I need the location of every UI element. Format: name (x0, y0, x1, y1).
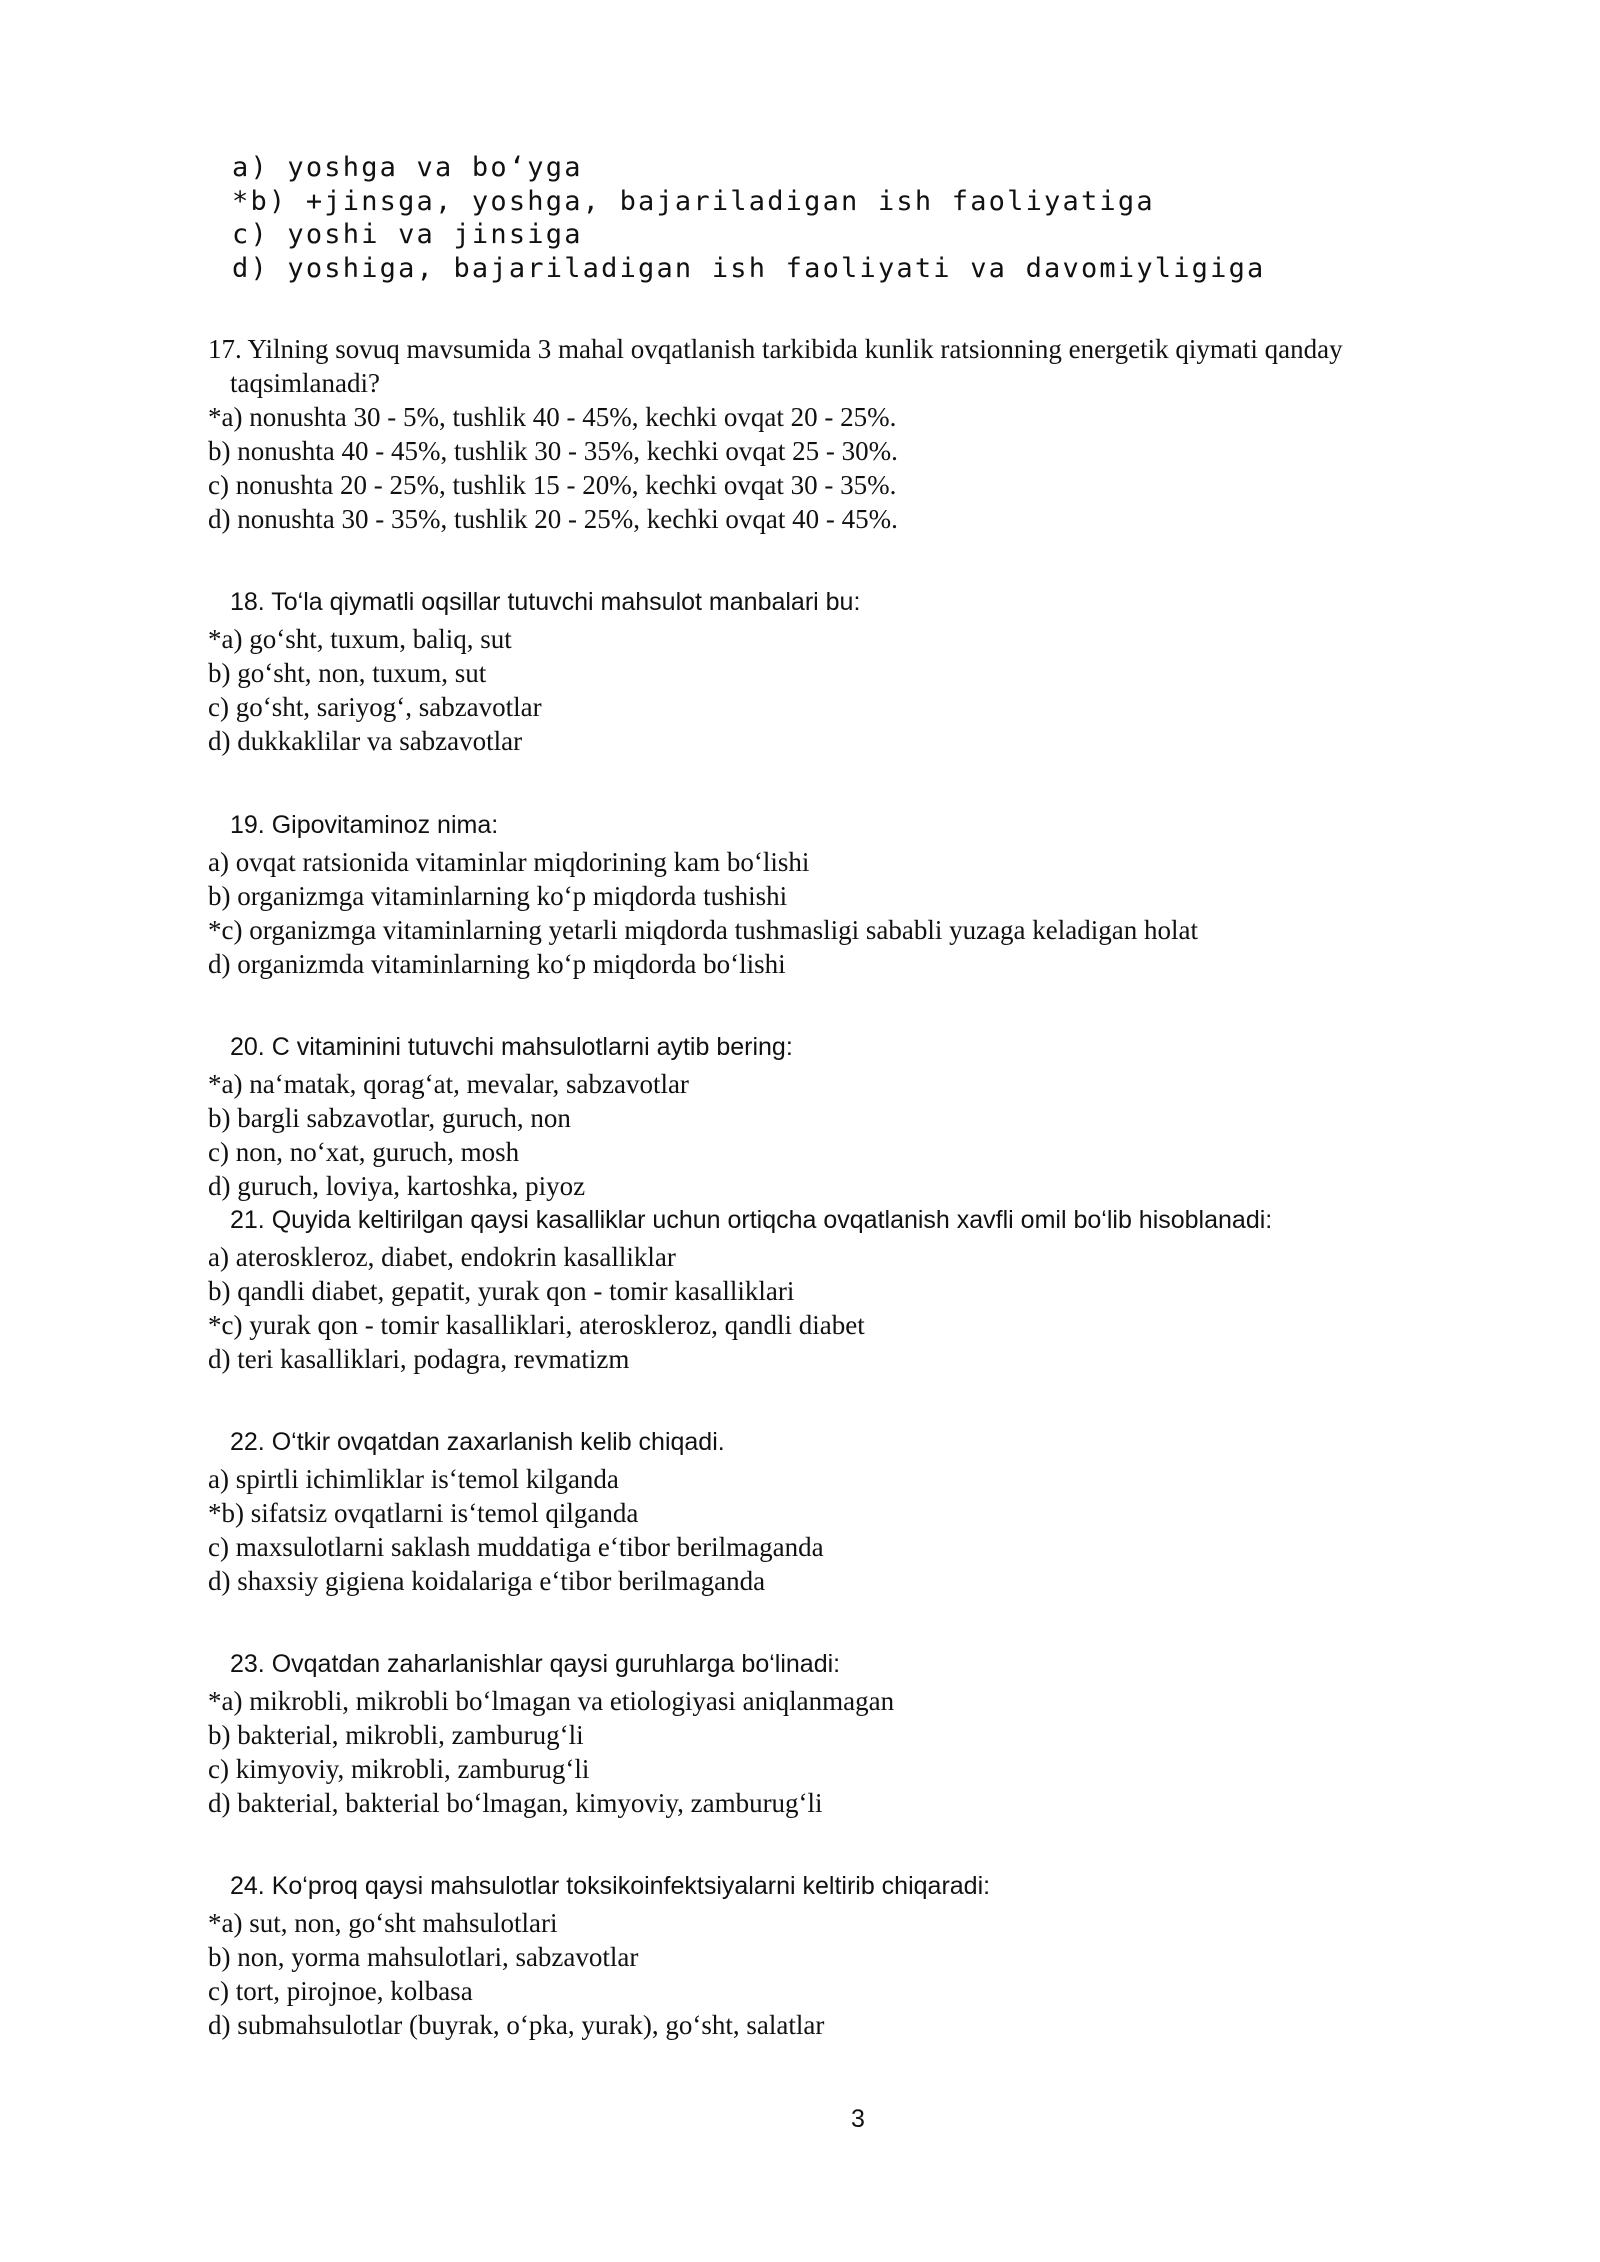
question-text-continued: taqsimlanadi? (230, 368, 380, 398)
option-b: b) organizmga vitaminlarning ko‘p miqdorda tushishi (208, 881, 788, 911)
option-b: b) nonushta 40 - 45%, tushlik 30 - 35%, kechki ovqat 25 - 30%. (208, 436, 898, 466)
option-a: *a) na‘matak, qorag‘at, mevalar, sabzavotlar (208, 1069, 689, 1099)
option-c: *c) yurak qon - tomir kasalliklari, ateroskleroz, qandli diabet (208, 1310, 865, 1340)
option-d: d) guruch, loviya, kartoshka, piyoz (208, 1171, 586, 1201)
question-text: 18. To‘la qiymatli oqsillar tutuvchi mahsulot manbalari bu: (230, 588, 861, 616)
option-a: *a) nonushta 30 - 5%, tushlik 40 - 45%, kechki ovqat 20 - 25%. (208, 402, 897, 432)
option-a: *a) mikrobli, mikrobli bo‘lmagan va etiologiyasi aniqlanmagan (208, 1686, 895, 1716)
option-b: *b) +jinsga, yoshga, bajariladigan ish faoliyatiga (232, 186, 1155, 217)
option-a: a) ateroskleroz, diabet, endokrin kasalliklar (208, 1242, 676, 1272)
option-c: c) go‘sht, sariyog‘, sabzavotlar (208, 692, 542, 722)
option-d: d) teri kasalliklari, podagra, revmatizm (208, 1344, 630, 1374)
option-a: a) yoshga va bo‘yga (232, 152, 583, 183)
option-b: b) bakterial, mikrobli, zamburug‘li (208, 1720, 584, 1750)
option-c: c) yoshi va jinsiga (232, 219, 583, 250)
option-c: c) kimyoviy, mikrobli, zamburug‘li (208, 1754, 590, 1784)
option-d: d) yoshiga, bajariladigan ish faoliyati va davomiyligiga (232, 253, 1266, 284)
question-text: 23. Ovqatdan zaharlanishlar qaysi guruhlarga bo‘linadi: (230, 1650, 841, 1678)
option-b: b) non, yorma mahsulotlari, sabzavotlar (208, 1942, 639, 1972)
option-d: d) submahsulotlar (buyrak, o‘pka, yurak), go‘sht, salatlar (208, 2010, 825, 2040)
option-c: c) non, no‘xat, guruch, mosh (208, 1137, 520, 1167)
option-d: d) nonushta 30 - 35%, tushlik 20 - 25%, kechki ovqat 40 - 45%. (208, 504, 898, 534)
option-d: d) organizmda vitaminlarning ko‘p miqdorda bo‘lishi (208, 949, 786, 979)
option-a: *a) go‘sht, tuxum, baliq, sut (208, 624, 512, 654)
option-a: a) ovqat ratsionida vitaminlar miqdorining kam bo‘lishi (208, 847, 810, 877)
option-b: b) bargli sabzavotlar, guruch, non (208, 1103, 571, 1133)
option-b: b) qandli diabet, gepatit, yurak qon - tomir kasalliklari (208, 1276, 795, 1306)
option-c: c) tort, pirojnoe, kolbasa (208, 1976, 473, 2006)
question-text: 19. Gipovitaminoz nima: (230, 811, 499, 839)
page-number: 3 (851, 2105, 865, 2133)
question-text: 21. Quyida keltirilgan qaysi kasalliklar uchun ortiqcha ovqatlanish xavfli omil bo‘lib hisoblanadi: (230, 1206, 1273, 1234)
option-b: b) go‘sht, non, tuxum, sut (208, 658, 487, 688)
option-c: *c) organizmga vitaminlarning yetarli miqdorda tushmasligi sababli yuzaga keladigan holat (208, 915, 1198, 945)
question-text: 24. Ko‘proq qaysi mahsulotlar toksikoinfektsiyalarni keltirib chiqaradi: (230, 1872, 991, 1900)
option-a: *a) sut, non, go‘sht mahsulotlari (208, 1908, 558, 1938)
question-text: 20. C vitaminini tutuvchi mahsulotlarni aytib bering: (230, 1033, 793, 1061)
option-c: c) maxsulotlarni saklash muddatiga e‘tibor berilmaganda (208, 1532, 824, 1562)
option-d: d) bakterial, bakterial bo‘lmagan, kimyoviy, zamburug‘li (208, 1788, 823, 1818)
question-text: 22. O‘tkir ovqatdan zaxarlanish kelib chiqadi. (230, 1428, 725, 1456)
option-d: d) shaxsiy gigiena koidalariga e‘tibor berilmaganda (208, 1566, 766, 1596)
option-c: c) nonushta 20 - 25%, tushlik 15 - 20%, kechki ovqat 30 - 35%. (208, 470, 897, 500)
option-a: a) spirtli ichimliklar is‘temol kilganda (208, 1464, 619, 1494)
option-b: *b) sifatsiz ovqatlarni is‘temol qilganda (208, 1498, 639, 1528)
option-d: d) dukkaklilar va sabzavotlar (208, 726, 523, 756)
question-text: 17. Yilning sovuq mavsumida 3 mahal ovqatlanish tarkibida kunlik ratsionning energetik qiymati qanday (208, 334, 1343, 364)
